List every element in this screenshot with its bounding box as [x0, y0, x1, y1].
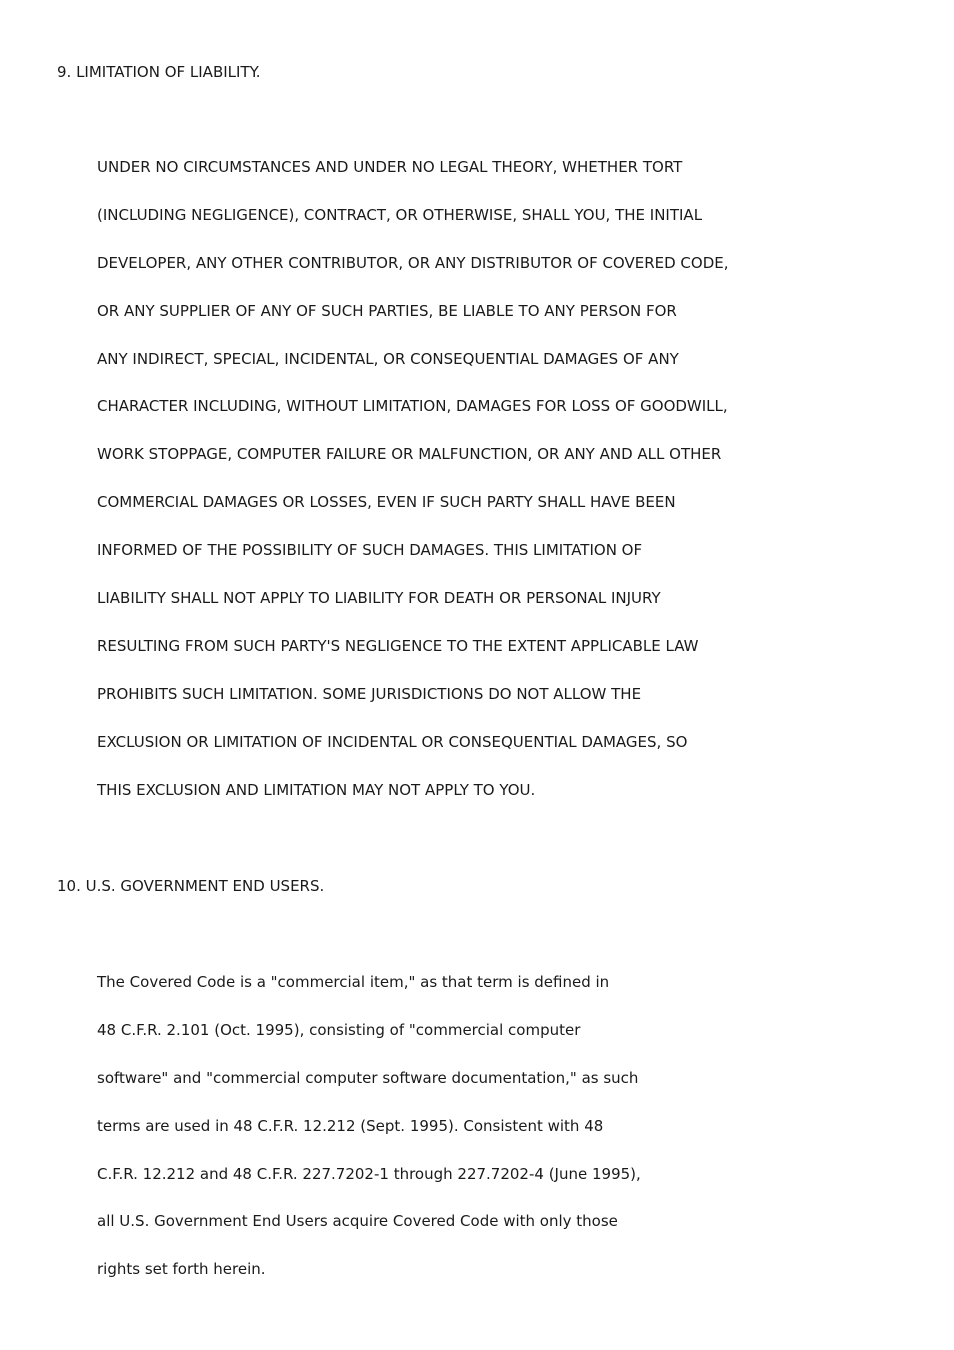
- text-line: (INCLUDING NEGLIGENCE), CONTRACT, OR OTHERWISE, SHALL YOU, THE INITIAL: [97, 205, 703, 224]
- section-heading-government-end-users: 10. U.S. GOVERNMENT END USERS.: [57, 877, 325, 895]
- text-line: software" and "commercial computer software documentation," as such: [97, 1068, 639, 1087]
- text-line: WORK STOPPAGE, COMPUTER FAILURE OR MALFUNCTION, OR ANY AND ALL OTHER: [97, 445, 722, 464]
- text-line: terms are used in 48 C.F.R. 12.212 (Sept. 1995). Consistent with 48: [97, 1116, 604, 1135]
- text-line: THIS EXCLUSION AND LIMITATION MAY NOT APPLY TO YOU.: [97, 780, 536, 799]
- text-line: OR ANY SUPPLIER OF ANY OF SUCH PARTIES, BE LIABLE TO ANY PERSON FOR: [97, 301, 677, 320]
- text-line: all U.S. Government End Users acquire Covered Code with only those: [97, 1212, 618, 1231]
- text-line: C.F.R. 12.212 and 48 C.F.R. 227.7202-1 through 227.7202-4 (June 1995),: [97, 1164, 641, 1183]
- text-line: UNDER NO CIRCUMSTANCES AND UNDER NO LEGAL THEORY, WHETHER TORT: [97, 158, 683, 176]
- text-line: The Covered Code is a "commercial item," as that term is defined in: [97, 973, 610, 991]
- section-heading-limitation-of-liability: 9. LIMITATION OF LIABILITY.: [57, 63, 261, 81]
- text-line: 48 C.F.R. 2.101 (Oct. 1995), consisting of "commercial computer: [97, 1020, 581, 1039]
- text-line: rights set forth herein.: [97, 1260, 266, 1279]
- text-line: DEVELOPER, ANY OTHER CONTRIBUTOR, OR ANY DISTRIBUTOR OF COVERED CODE,: [97, 253, 729, 272]
- text-line: RESULTING FROM SUCH PARTY'S NEGLIGENCE TO THE EXTENT APPLICABLE LAW: [97, 636, 699, 655]
- text-line: CHARACTER INCLUDING, WITHOUT LIMITATION, DAMAGES FOR LOSS OF GOODWILL,: [97, 397, 728, 416]
- text-line: EXCLUSION OR LIMITATION OF INCIDENTAL OR CONSEQUENTIAL DAMAGES, SO: [97, 732, 688, 751]
- text-line: PROHIBITS SUCH LIMITATION. SOME JURISDICTIONS DO NOT ALLOW THE: [97, 684, 642, 703]
- paragraph-government-end-users: [97, 972, 641, 1307]
- text-line: LIABILITY SHALL NOT APPLY TO LIABILITY FOR DEATH OR PERSONAL INJURY: [97, 589, 661, 608]
- text-line: COMMERCIAL DAMAGES OR LOSSES, EVEN IF SUCH PARTY SHALL HAVE BEEN: [97, 493, 676, 512]
- text-line: ANY INDIRECT, SPECIAL, INCIDENTAL, OR CONSEQUENTIAL DAMAGES OF ANY: [97, 349, 679, 368]
- text-line: INFORMED OF THE POSSIBILITY OF SUCH DAMAGES. THIS LIMITATION OF: [97, 541, 643, 560]
- paragraph-limitation-of-liability: [97, 157, 729, 827]
